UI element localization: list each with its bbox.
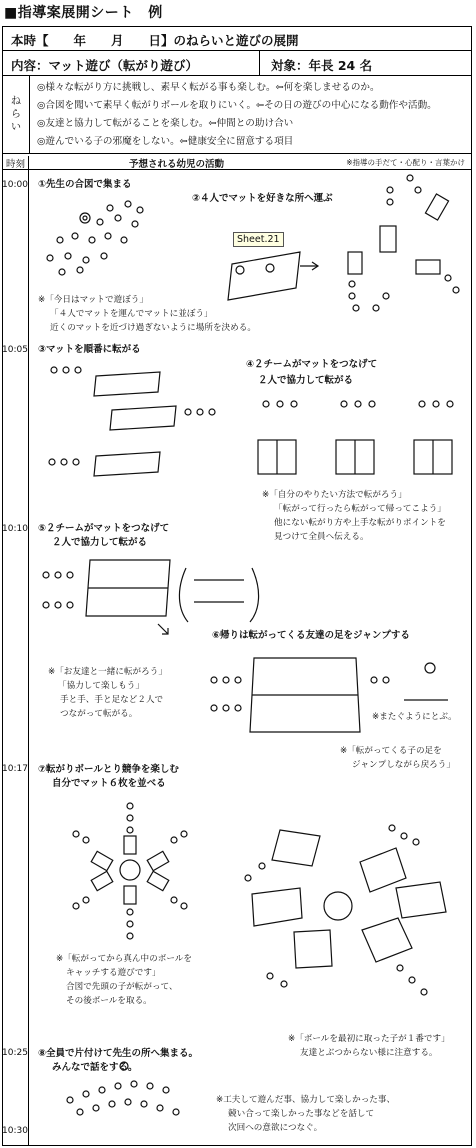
step-1-label: ①先生の合図で集まる [38, 179, 132, 190]
ball-game-sketch [245, 825, 446, 995]
note-line: ※「お友達と一緒に転がろう」 [48, 667, 167, 677]
step-7-label-1: ⑦転がりボールとり競争を楽しむ [38, 764, 179, 775]
step-6-label: ⑥帰りは転がってくる友達の足をジャンプする [212, 630, 410, 641]
note-line: 見つけて全員へ伝える。 [274, 532, 369, 542]
note-line: つながって転がる。 [60, 709, 138, 719]
time-label: 10:00 [2, 180, 28, 190]
two-person-roll-sketch [43, 560, 259, 634]
children-cluster-2 [67, 1062, 179, 1115]
note-line: 「転がって行ったら転がって帰ってこよう」 [274, 504, 446, 514]
note-line: 合図で先頭の子が転がって、 [66, 982, 178, 992]
note-4: ※またぐようにとぶ。 [372, 712, 457, 722]
time-label: 10:25 [2, 1048, 28, 1058]
note-line: 「協力して楽しもう」 [58, 681, 144, 691]
target-label: 対象：年長 24 名 [271, 58, 373, 73]
step-5-label-2: ２人で協力して転がる [52, 537, 148, 548]
aims-label-char: い [11, 122, 21, 133]
aims-label-char: ね [11, 96, 21, 107]
note-line: 「４人でマットを運んでマットに並ぼう」 [50, 309, 213, 319]
mats-row-sketch [49, 367, 215, 476]
note-line: 手と手、手と足など２人で [60, 695, 164, 705]
aims-label-char: ら [11, 109, 21, 120]
note-line: 近くのマットを近づけ過ぎないように場所を決める。 [50, 323, 256, 333]
document-title: ■指導案展開シート 例 [4, 5, 163, 21]
note-line: ジャンプしながら戻ろう」 [352, 760, 455, 770]
sheet-tooltip: Sheet.21 [233, 232, 284, 247]
note-line: 他にない転がり方や上手な転がりポイントを [274, 518, 446, 528]
aim-item: ◎友達と協力して転がることを楽しむ。⇦仲間との助け合い [37, 118, 294, 129]
note-line: ※「ボールを最初に取った子が１番です」 [288, 1034, 450, 1044]
step-4-label-1: ④２チームがマットをつなげて [246, 359, 378, 370]
note-line: ※「今日はマットで遊ぼう」 [38, 295, 148, 305]
note-line: キャッチする遊びです」 [66, 968, 161, 978]
note-line: ※「転がってから真ん中のボールを [56, 954, 192, 964]
children-cluster-1 [47, 201, 143, 275]
note-line: 友達とぶつからない様に注意する。 [300, 1048, 438, 1058]
step-3-label: ③マットを順番に転がる [38, 344, 141, 355]
jump-over-sketch [211, 658, 448, 732]
step-5-label-1: ⑤２チームがマットをつなげて [38, 523, 170, 534]
note-line: ※「自分のやりたい方法で転がろう」 [262, 490, 407, 500]
guidance-note-header: ※指導の手だて・心配り・言葉かけ [346, 158, 465, 167]
note-line: ※「転がってくる子の足を [340, 746, 442, 756]
lesson-aim-heading: 本時【 年 月 日】のねらいと遊びの展開 [11, 33, 299, 48]
time-label: 10:17 [2, 764, 28, 774]
star-formation-sketch [73, 803, 187, 939]
content-label: 内容：マット遊び（転がり遊び） [11, 58, 199, 73]
note-line: 競い合って楽しかった事などを話して [228, 1109, 375, 1119]
step-7-label-2: 自分でマット６枚を並べる [52, 778, 166, 789]
aim-item: ◎合図を聞いて素早く転がりボールを取りにいく。⇦その日の遊びの中心になる動作や活動。 [37, 100, 437, 111]
time-label: 10:10 [2, 524, 28, 534]
time-label: 10:05 [2, 345, 28, 355]
time-column-header: 時刻 [3, 156, 29, 172]
step-2-label: ②４人でマットを好きな所へ運ぶ [192, 193, 333, 204]
paired-mats-sketch [258, 401, 453, 474]
aim-item: ◎様々な転がり方に挑戦し、素早く転がる事も楽しむ。⇦何を楽しませるのか。 [37, 82, 380, 93]
aim-item: ◎遊んでいる子の邪魔をしない。⇦健康安全に留意する項目 [37, 136, 294, 147]
note-line: 次回への意欲につなぐ。 [228, 1123, 323, 1133]
note-line: ※工夫して遊んだ事、協力して楽しかった事、 [216, 1095, 396, 1105]
step-4-label-2: ２人で協力して転がる [258, 375, 354, 386]
activity-column-header: 予想される幼児の活動 [129, 159, 225, 170]
step-8-label-2: みんなで話をする。 [52, 1062, 138, 1073]
time-label: 10:30 [2, 1126, 28, 1136]
step-8-label-1: ⑧全員で片付けて先生の所へ集まる。 [38, 1048, 199, 1059]
note-line: その後ボールを取る。 [66, 996, 152, 1006]
